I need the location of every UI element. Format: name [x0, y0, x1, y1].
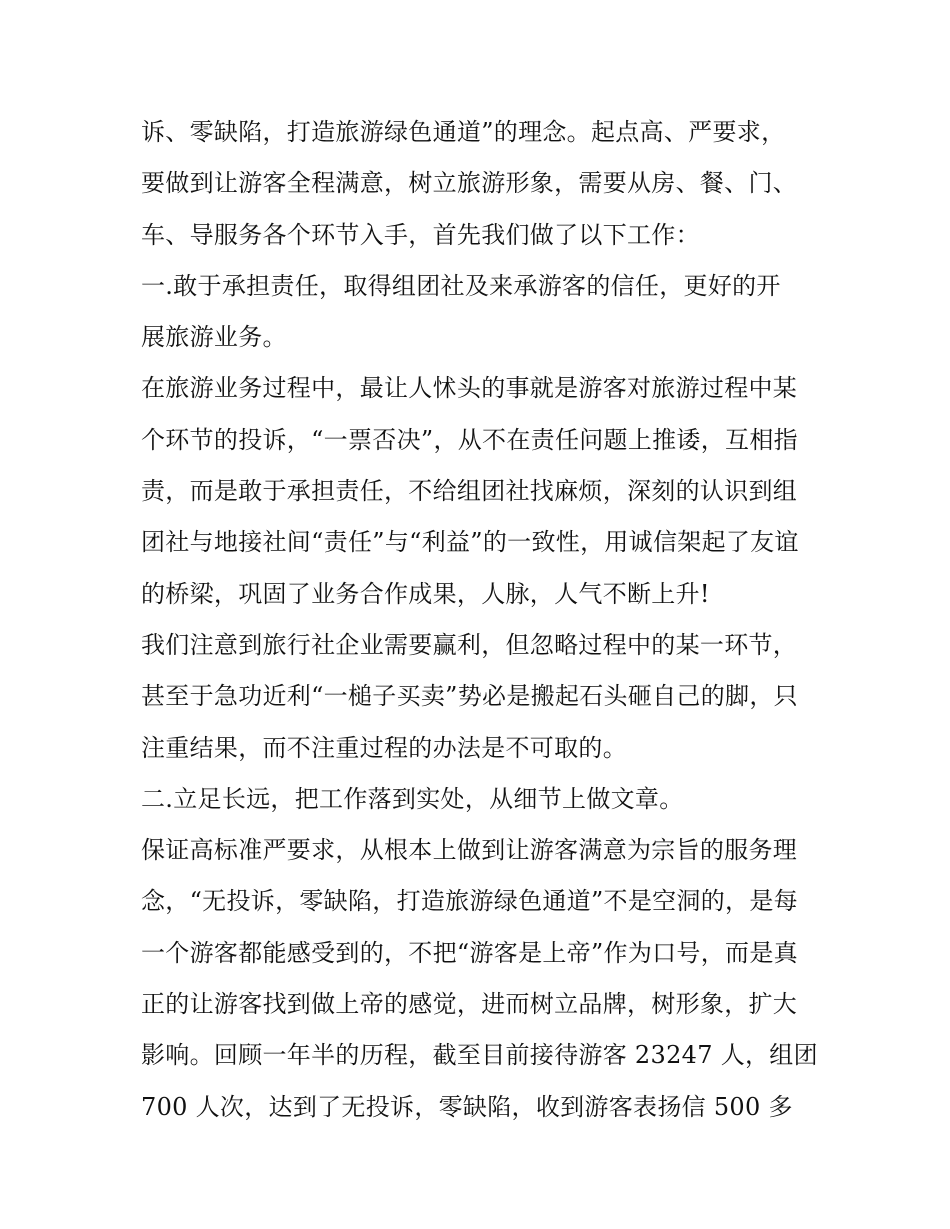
text-line: 保证高标准严要求，从根本上做到让游客满意为宗旨的服务理: [141, 836, 798, 865]
section-heading: 一.敢于承担责任，取得组团社及来承游客的信任，更好的开: [141, 271, 781, 300]
document-body: [141, 107, 831, 1133]
text-line: 车、导服务各个环节入手，首先我们做了以下工作：: [141, 220, 700, 249]
text-line: 700 人次，达到了无投诉，零缺陷，收到游客表扬信 500 多: [141, 1092, 793, 1121]
text-line: 影响。回顾一年半的历程，截至目前接待游客 23247 人，组团: [141, 1041, 818, 1070]
text-line: 责，而是敢于承担责任，不给组团社找麻烦，深刻的认识到组: [141, 477, 798, 506]
text-line: 念，“无投诉，零缺陷，打造旅游绿色通道”不是空洞的，是每: [141, 887, 798, 916]
text-line: 甚至于急功近利“一槌子买卖”势必是搬起石头砸自己的脚，只: [141, 682, 798, 711]
text-line: 一个游客都能感受到的，不把“游客是上帝”作为口号，而是真: [141, 938, 798, 967]
text-line: 要做到让游客全程满意，树立旅游形象，需要从房、餐、门、: [141, 169, 798, 198]
text-line: 正的让游客找到做上帝的感觉，进而树立品牌，树形象，扩大: [141, 990, 798, 1019]
text-line: 在旅游业务过程中，最让人怵头的事就是游客对旅游过程中某: [141, 374, 798, 403]
text-line: 展旅游业务。: [141, 323, 287, 352]
section-heading: 二.立足长远，把工作落到实处，从细节上做文章。: [141, 784, 684, 813]
text-line: 的桥梁，巩固了业务合作成果，人脉，人气不断上升!: [141, 579, 710, 608]
text-line: 我们注意到旅行社企业需要赢利，但忽略过程中的某一环节，: [141, 630, 798, 659]
text-line: 注重结果，而不注重过程的办法是不可取的。: [141, 733, 627, 762]
text-line: 诉、零缺陷，打造旅游绿色通道”的理念。起点高、严要求，: [141, 118, 786, 146]
text-line: 个环节的投诉，“一票否决”，从不在责任问题上推诿，互相指: [141, 425, 798, 454]
text-line: 团社与地接社间“责任”与“利益”的一致性，用诚信架起了友谊: [141, 528, 799, 557]
